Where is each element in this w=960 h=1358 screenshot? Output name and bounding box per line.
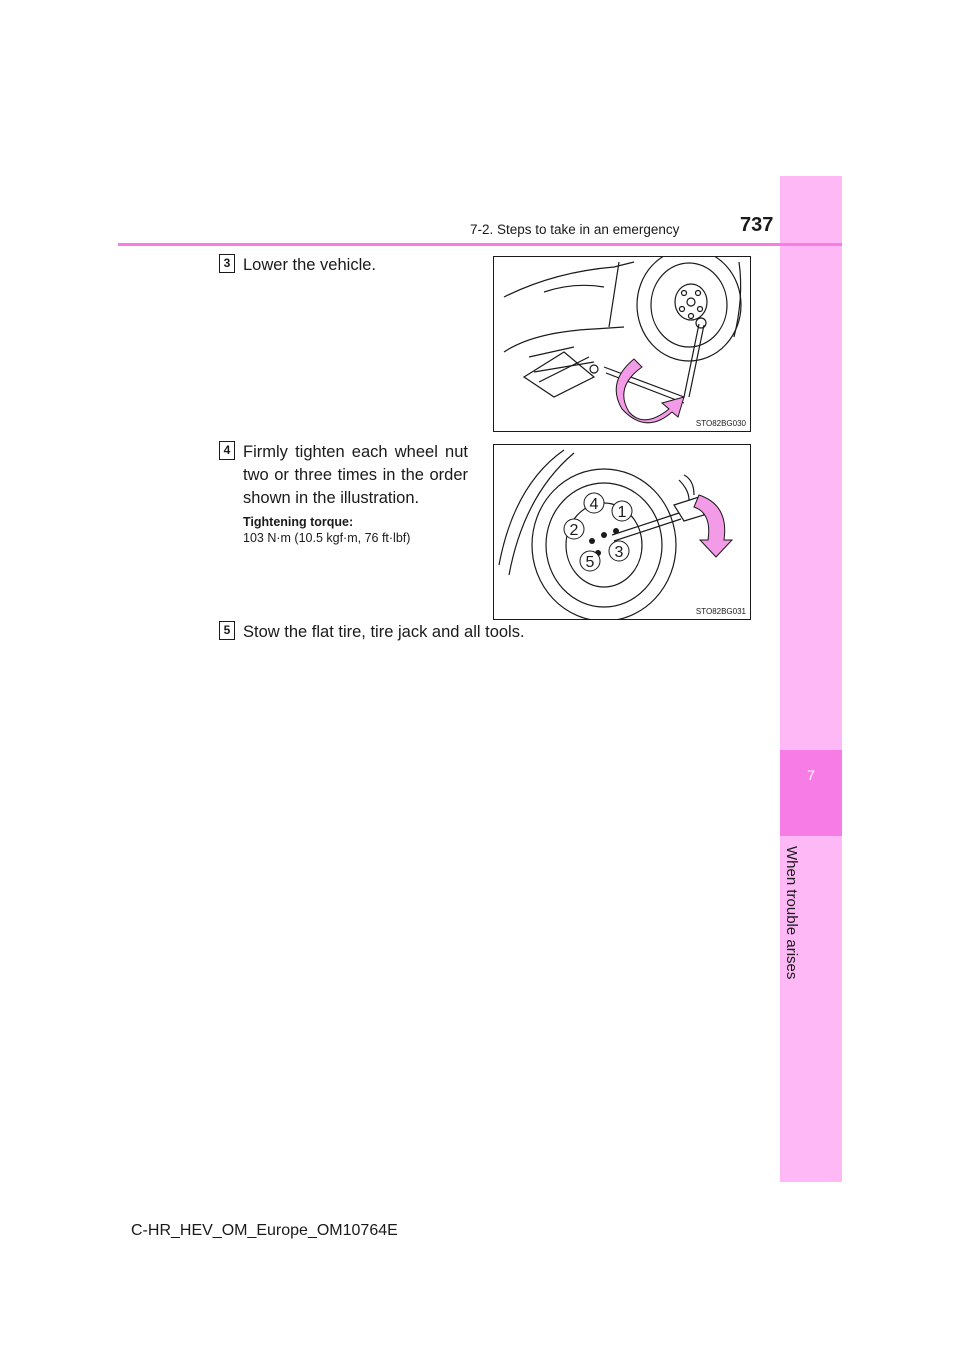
step-number-box: 3 (219, 254, 235, 273)
wheel-nut-order-drawing (494, 445, 750, 619)
nut-order-4: 4 (589, 496, 599, 513)
header-rule (118, 243, 842, 246)
tightening-arrow-icon (694, 495, 732, 557)
step-number-box: 5 (219, 621, 235, 640)
nut-order-5: 5 (585, 554, 595, 571)
nut-order-2: 2 (569, 522, 579, 539)
jack-and-wrench-drawing (494, 257, 750, 431)
nut-order-1: 1 (617, 504, 627, 521)
side-tab (780, 176, 842, 1182)
figure-code: STO82BG031 (695, 607, 746, 616)
nut-order-3: 3 (614, 544, 624, 561)
chapter-number: 7 (807, 767, 815, 783)
step-text: Stow the flat tire, tire jack and all tools. (243, 623, 525, 641)
torque-value: 103 N·m (10.5 kgf·m, 76 ft·lbf) (243, 531, 411, 545)
torque-label: Tightening torque: (243, 515, 354, 529)
lower-vehicle-illustration (493, 256, 751, 432)
document-code: C-HR_HEV_OM_Europe_OM10764E (131, 1222, 398, 1239)
page-number: 737 (740, 214, 774, 236)
step-number-box: 4 (219, 441, 235, 460)
step-text: Lower the vehicle. (243, 256, 376, 274)
side-tab-chapter-marker (780, 750, 842, 836)
tighten-nuts-illustration (493, 444, 751, 620)
figure-code: STO82BG030 (695, 419, 746, 428)
lowering-arrow-icon (616, 359, 684, 423)
section-title: 7-2. Steps to take in an emergency (470, 222, 680, 237)
step-text: Firmly tighten each wheel nut two or three times in the order shown in the illustration. (243, 443, 468, 507)
chapter-title: When trouble arises (783, 846, 800, 980)
